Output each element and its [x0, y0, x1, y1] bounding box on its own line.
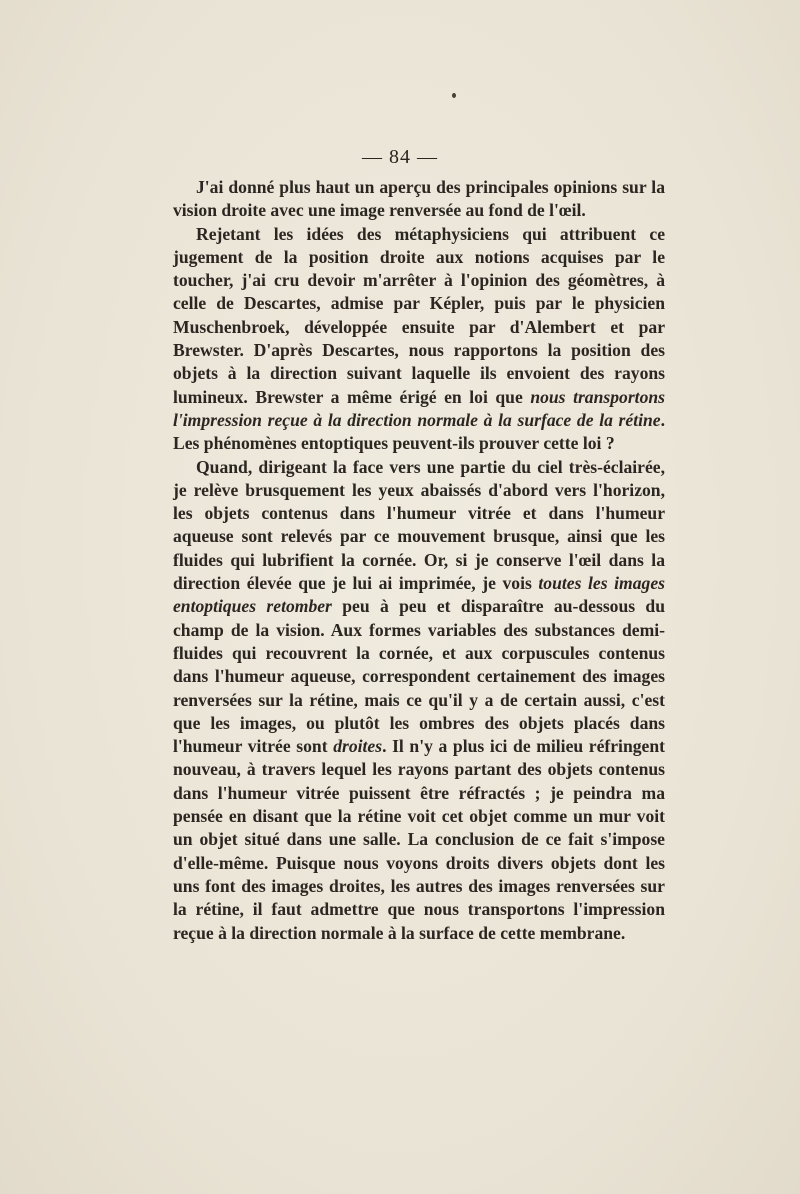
- paragraph-3-italic-images: toutes les images entoptiques retomber: [173, 573, 665, 617]
- ink-speck: [452, 93, 456, 98]
- paragraph-2-text-b: . Les phénomènes entoptiques peuvent-ils prouver cette loi ?: [173, 409, 665, 454]
- paragraph-3-text-c: . Il n'y a plus ici de milieu réfringent nouveau, à travers lequel les rayons partant des objets contenus dans l'humeur vitrée puissent être réfractés ; je peindra ma pensée en disant que la rétine voit cet objet comme un mur voit un objet situé dans une salle. La conclusion de ce fait s'impose d'elle-même. Puisque nous voyons droits divers objets dont les uns font des images droites, les autres des images renversées sur la rétine, il faut admettre que nous transportons l'impression reçue à la direction normale à la surface de cette membrane.: [173, 736, 665, 943]
- paragraph-1-text: J'ai donné plus haut un aperçu des principales opinions sur la vision droite avec une image renversée au fond de l'œil.: [173, 177, 665, 221]
- paragraph-3-text-b: peu à peu et disparaître au-dessous du champ de la vision. Aux formes variables des substances demi-fluides qui recouvrent la cornée, et aux corpuscules contenus dans l'humeur aqueuse, correspondent certainement des images renversées sur la rétine, mais ce qu'il y a de certain aussi, c'est que les images, ou plutôt les ombres des objets placés dans l'humeur vitrée sont: [173, 596, 666, 757]
- page-number: — 84 —: [362, 146, 438, 168]
- paragraph-2: [173, 223, 665, 456]
- paragraph-3-text-a: Quand, dirigeant la face vers une partie du ciel très-éclairée, je relève brusquement les yeux abaissés d'abord vers l'horizon, les objets contenus dans l'humeur vitrée et dans l'humeur aqueuse sont relevés par ce mouvement brusque, ainsi que les fluides qui lubrifient la cornée. Or, si je conserve l'œil dans la direction élevée que je lui ai imprimée, je vois: [173, 456, 665, 594]
- paragraph-2-text-a: Rejetant les idées des métaphysiciens qui attribuent ce jugement de la position droite aux notions acquises par le toucher, j'ai cru devoir m'arrêter à l'opinion des géomètres, à celle de Descartes, admise par Képler, puis par le physicien Muschenbroek, développée ensuite par d'Alembert et par Brewster. D'après Descartes, nous rapportons la position des objets à la direction suivant laquelle ils envoient des rayons lumineux. Brewster a même érigé en loi que: [173, 223, 665, 407]
- paragraph-3-italic-droites: droites: [333, 736, 383, 757]
- body-text: [173, 176, 665, 945]
- paragraph-2-italic-law: nous transportons l'impression reçue à la direction normale à la surface de la rétine: [173, 386, 665, 430]
- paragraph-3: [173, 456, 665, 945]
- paragraph-1: [173, 176, 665, 223]
